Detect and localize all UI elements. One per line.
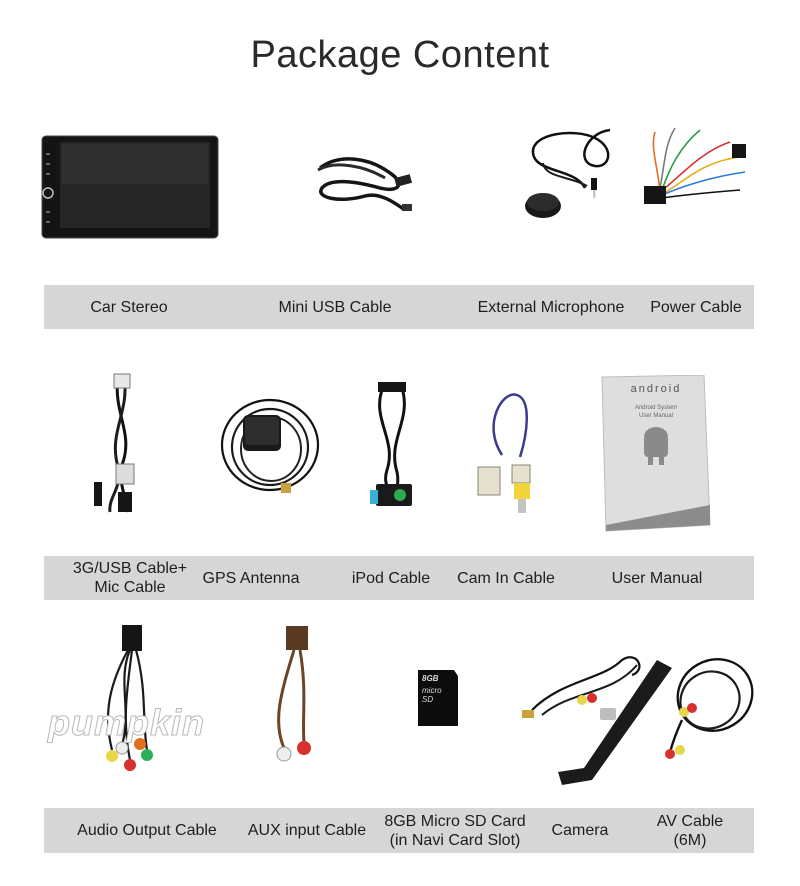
row-3-label-bar	[44, 808, 754, 853]
label-mini-usb-cable: Mini USB Cable	[278, 298, 392, 316]
car-stereo-image	[40, 133, 220, 241]
micro-sd-card-image	[414, 668, 462, 730]
3g-usb-mic-cable-image	[88, 372, 158, 520]
label-car-stereo: Car Stereo	[90, 298, 168, 316]
label-audio-output-cable: Audio Output Cable	[77, 822, 217, 839]
aux-input-cable-image	[262, 620, 332, 770]
camera-image	[522, 640, 672, 790]
ipod-cable-image	[362, 380, 424, 520]
manual-line-1: Android System	[634, 405, 678, 411]
label-av-cable: AV Cable (6M)	[656, 812, 724, 849]
av-cable-image	[660, 650, 760, 765]
manual-line-2: User Manual	[638, 413, 673, 419]
label-user-manual: User Manual	[611, 569, 703, 587]
sd-card-type-text: micro SD	[422, 686, 442, 704]
row-2-label-bar	[44, 556, 754, 600]
user-manual-image	[600, 375, 712, 533]
label-power-cable: Power Cable	[650, 298, 742, 316]
page-title: Package Content	[250, 34, 550, 76]
sd-card-capacity-text: 8GB	[422, 674, 439, 683]
label-ipod-cable: iPod Cable	[351, 569, 431, 587]
gps-antenna-image	[215, 385, 325, 500]
external-microphone-image	[515, 118, 625, 226]
label-8gb-micro-sd-card: 8GB Micro SD Card (in Navi Card Slot)	[384, 812, 526, 849]
label-camera: Camera	[551, 822, 609, 839]
label-cam-in-cable: Cam In Cable	[457, 569, 555, 587]
row-1-label-bar	[44, 285, 754, 329]
mini-usb-cable-image	[310, 148, 420, 218]
label-external-microphone: External Microphone	[477, 298, 625, 316]
label-gps-antenna: GPS Antenna	[202, 569, 300, 587]
power-cable-image	[640, 122, 755, 217]
manual-brand-text: android	[630, 383, 682, 395]
pumpkin-watermark-logo: pumpkin	[48, 702, 205, 743]
cam-in-cable-image	[472, 385, 552, 520]
label-3g-usb-mic-cable: 3G/USB Cable+ Mic Cable	[72, 560, 188, 596]
label-aux-input-cable: AUX input Cable	[247, 822, 367, 839]
